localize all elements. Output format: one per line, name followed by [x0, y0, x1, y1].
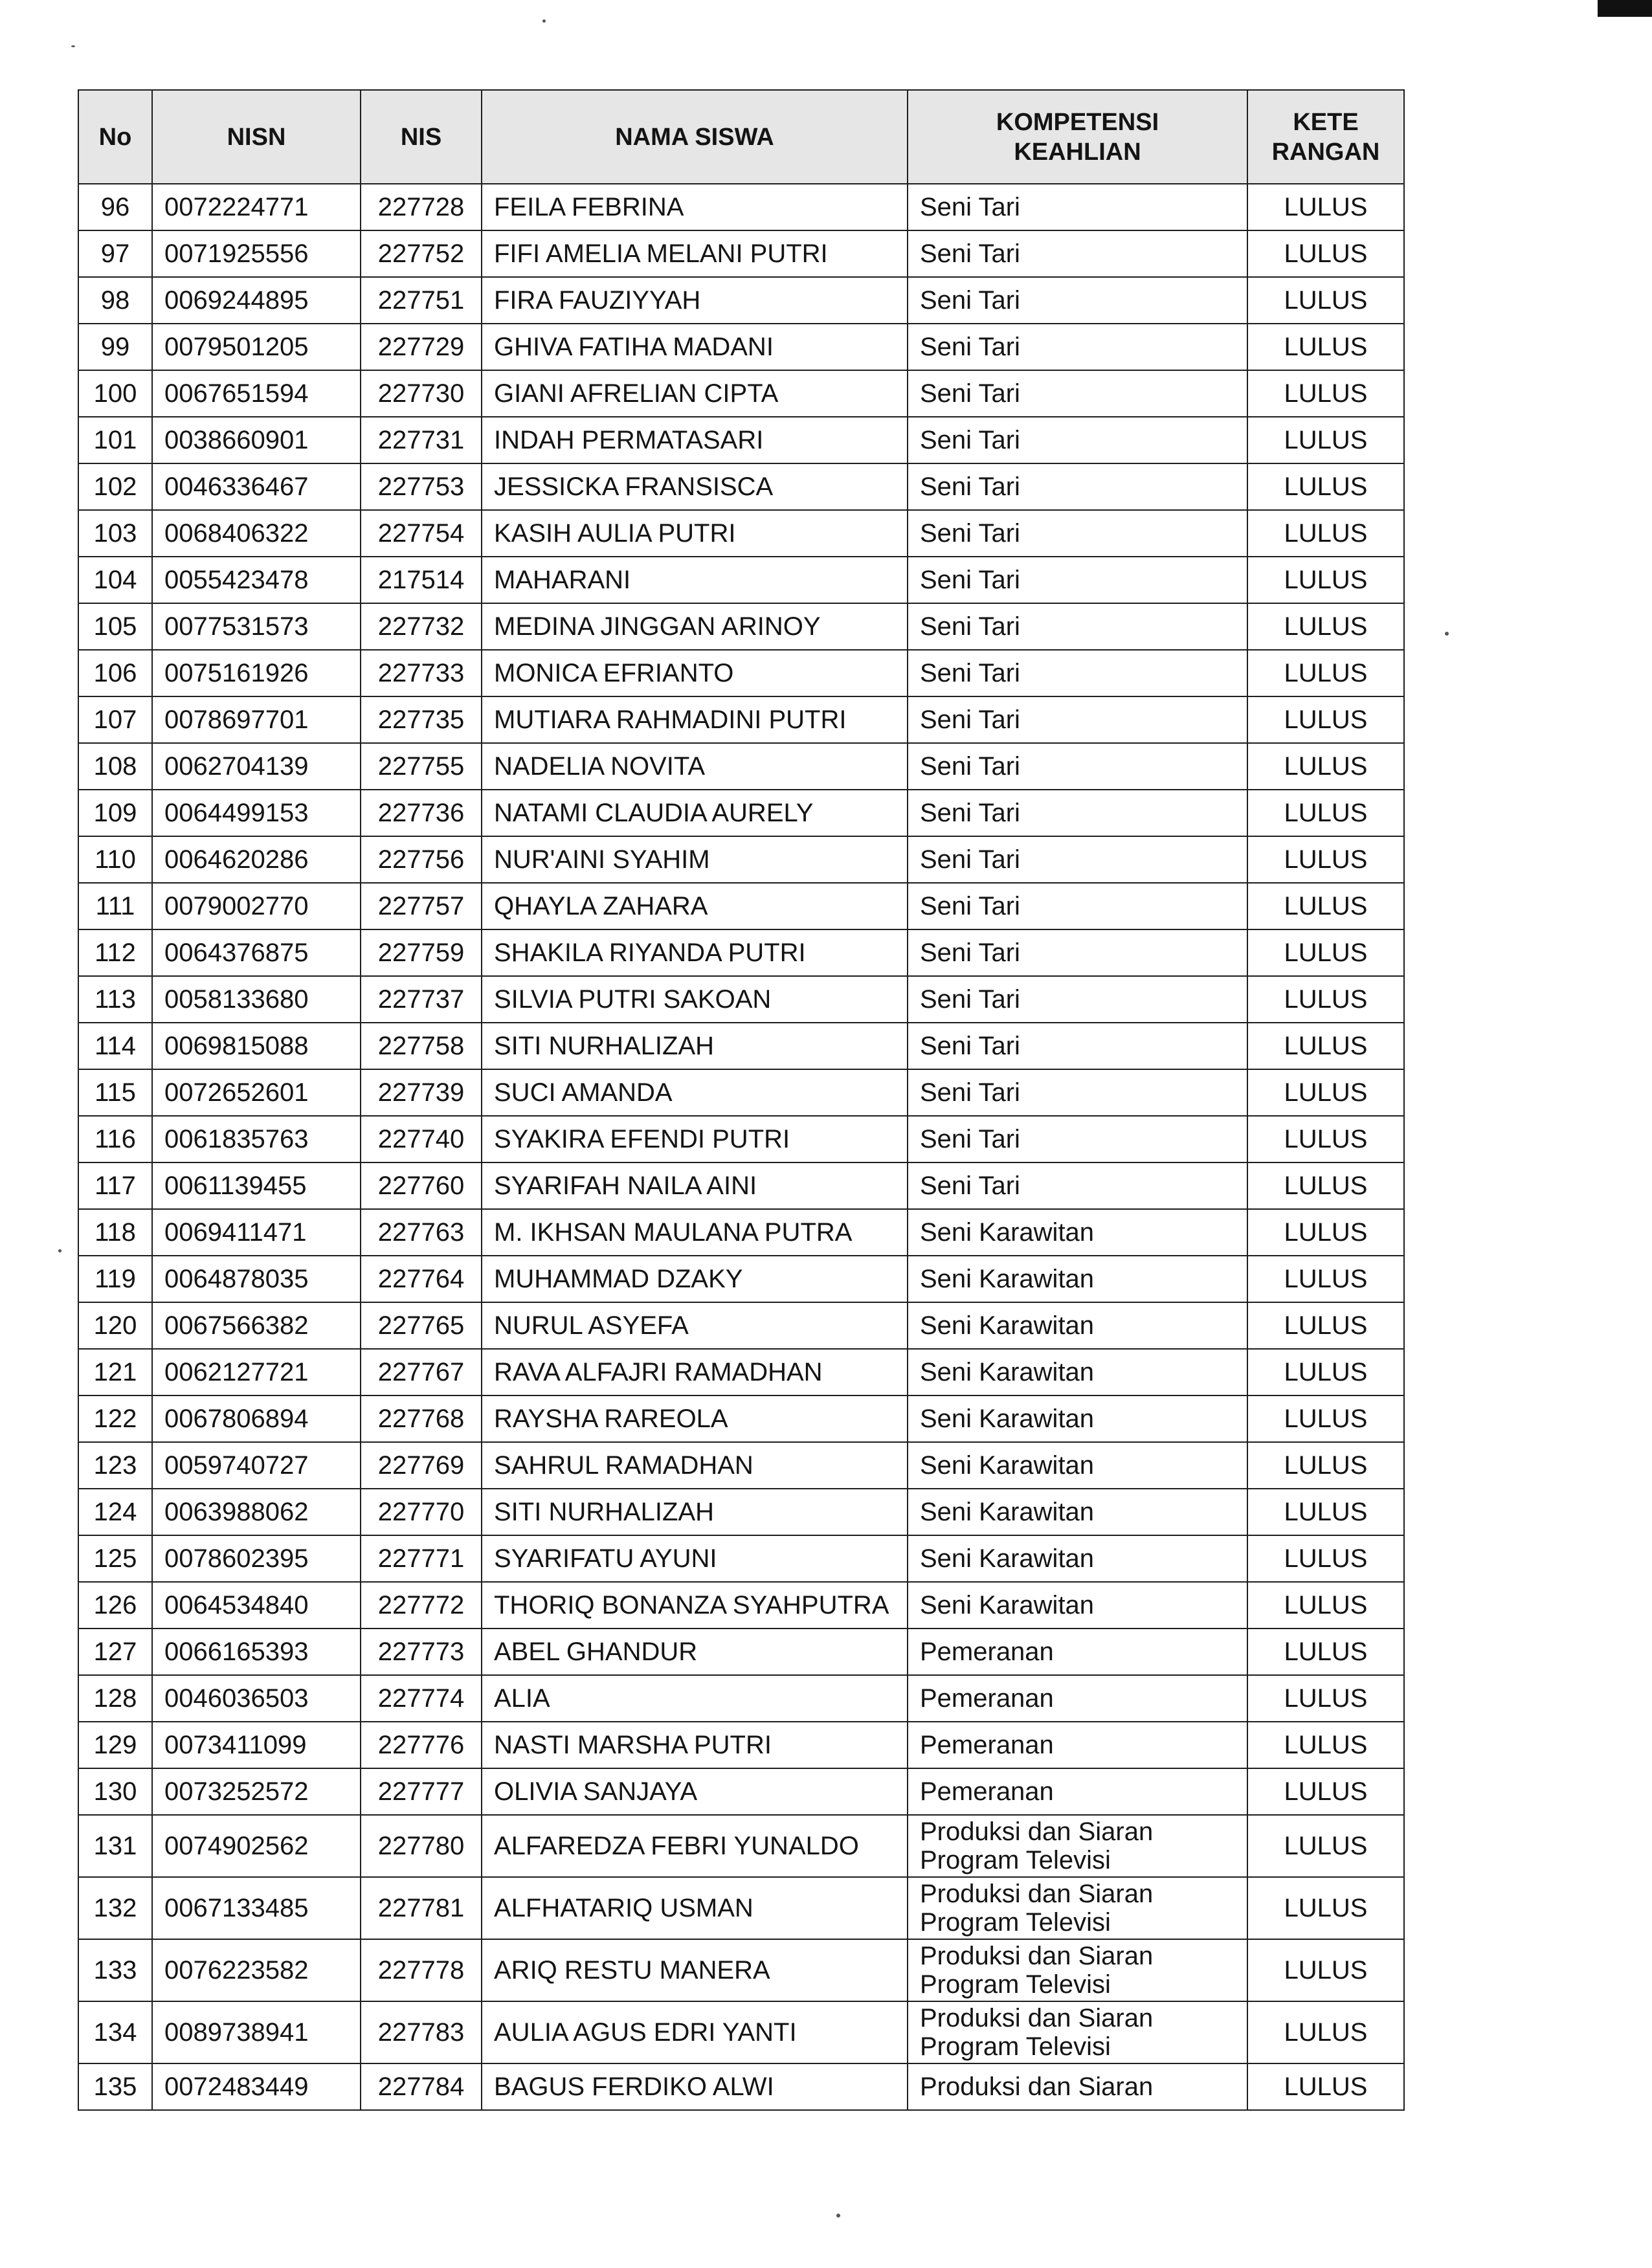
cell-keterangan: LULUS — [1247, 1442, 1404, 1489]
table-row — [78, 696, 1404, 743]
cell-nama-siswa: NUR'AINI SYAHIM — [482, 836, 908, 883]
cell-nis: 227760 — [361, 1162, 482, 1209]
cell-kompetensi: Seni Tari — [908, 1069, 1247, 1116]
cell-nisn: 0079002770 — [152, 883, 361, 929]
table-row — [78, 1069, 1404, 1116]
cell-nama-siswa: NASTI MARSHA PUTRI — [482, 1722, 908, 1768]
cell-nis: 227755 — [361, 743, 482, 790]
cell-nama-siswa: INDAH PERMATASARI — [482, 417, 908, 463]
header-nis: NIS — [361, 90, 482, 184]
table-row — [78, 1302, 1404, 1349]
cell-no: 104 — [78, 557, 152, 603]
cell-nisn: 0078697701 — [152, 696, 361, 743]
table-row — [78, 1395, 1404, 1442]
cell-nisn: 0077531573 — [152, 603, 361, 650]
cell-nis: 227776 — [361, 1722, 482, 1768]
table-row — [78, 929, 1404, 976]
cell-kompetensi: Produksi dan Siaran — [908, 2063, 1247, 2110]
cell-nis: 227765 — [361, 1302, 482, 1349]
cell-nama-siswa: SILVIA PUTRI SAKOAN — [482, 976, 908, 1023]
cell-nis: 227783 — [361, 2001, 482, 2063]
cell-nisn: 0038660901 — [152, 417, 361, 463]
cell-nis: 227751 — [361, 277, 482, 324]
cell-kompetensi: Produksi dan Siaran Program Televisi — [908, 2001, 1247, 2063]
cell-no: 132 — [78, 1877, 152, 1939]
cell-nama-siswa: MUTIARA RAHMADINI PUTRI — [482, 696, 908, 743]
cell-nama-siswa: NADELIA NOVITA — [482, 743, 908, 790]
cell-kompetensi: Seni Tari — [908, 463, 1247, 510]
cell-nis: 227729 — [361, 324, 482, 370]
cell-keterangan: LULUS — [1247, 1023, 1404, 1069]
table-row — [78, 1442, 1404, 1489]
cell-nisn: 0076223582 — [152, 1939, 361, 2001]
cell-nisn: 0061139455 — [152, 1162, 361, 1209]
cell-nis: 227733 — [361, 650, 482, 696]
cell-no: 97 — [78, 230, 152, 277]
cell-kompetensi: Seni Karawitan — [908, 1442, 1247, 1489]
cell-nisn: 0089738941 — [152, 2001, 361, 2063]
cell-nisn: 0063988062 — [152, 1489, 361, 1535]
table-row — [78, 1722, 1404, 1768]
cell-nama-siswa: SYAKIRA EFENDI PUTRI — [482, 1116, 908, 1162]
table-row — [78, 417, 1404, 463]
cell-keterangan: LULUS — [1247, 1209, 1404, 1256]
table-row — [78, 1939, 1404, 2001]
cell-kompetensi: Seni Tari — [908, 696, 1247, 743]
cell-no: 109 — [78, 790, 152, 836]
table-row — [78, 1582, 1404, 1629]
cell-keterangan: LULUS — [1247, 510, 1404, 557]
cell-nis: 227753 — [361, 463, 482, 510]
cell-nama-siswa: ALIA — [482, 1675, 908, 1722]
cell-keterangan: LULUS — [1247, 1489, 1404, 1535]
cell-nisn: 0062127721 — [152, 1349, 361, 1395]
cell-kompetensi: Pemeranan — [908, 1675, 1247, 1722]
cell-kompetensi: Produksi dan Siaran Program Televisi — [908, 1815, 1247, 1877]
cell-kompetensi: Seni Karawitan — [908, 1256, 1247, 1302]
cell-nis: 227739 — [361, 1069, 482, 1116]
cell-no: 128 — [78, 1675, 152, 1722]
cell-no: 96 — [78, 184, 152, 230]
cell-keterangan: LULUS — [1247, 1815, 1404, 1877]
cell-nis: 227752 — [361, 230, 482, 277]
cell-keterangan: LULUS — [1247, 2063, 1404, 2110]
cell-nisn: 0058133680 — [152, 976, 361, 1023]
cell-nama-siswa: ALFAREDZA FEBRI YUNALDO — [482, 1815, 908, 1877]
cell-nis: 227774 — [361, 1675, 482, 1722]
table-row — [78, 1675, 1404, 1722]
table-row — [78, 1768, 1404, 1815]
cell-nisn: 0046036503 — [152, 1675, 361, 1722]
cell-nama-siswa: MONICA EFRIANTO — [482, 650, 908, 696]
table-row — [78, 790, 1404, 836]
cell-keterangan: LULUS — [1247, 743, 1404, 790]
cell-nisn: 0073411099 — [152, 1722, 361, 1768]
scan-corner-mark — [1598, 0, 1652, 17]
cell-nisn: 0067651594 — [152, 370, 361, 417]
cell-nis: 227728 — [361, 184, 482, 230]
cell-nama-siswa: RAYSHA RAREOLA — [482, 1395, 908, 1442]
cell-nama-siswa: ARIQ RESTU MANERA — [482, 1939, 908, 2001]
cell-nisn: 0067566382 — [152, 1302, 361, 1349]
cell-keterangan: LULUS — [1247, 1675, 1404, 1722]
cell-nisn: 0075161926 — [152, 650, 361, 696]
cell-nama-siswa: MAHARANI — [482, 557, 908, 603]
cell-no: 105 — [78, 603, 152, 650]
cell-keterangan: LULUS — [1247, 603, 1404, 650]
cell-nis: 227772 — [361, 1582, 482, 1629]
cell-nama-siswa: QHAYLA ZAHARA — [482, 883, 908, 929]
cell-kompetensi: Seni Tari — [908, 603, 1247, 650]
table-row — [78, 650, 1404, 696]
cell-nisn: 0069411471 — [152, 1209, 361, 1256]
cell-nis: 227768 — [361, 1395, 482, 1442]
cell-nis: 227740 — [361, 1116, 482, 1162]
table-row — [78, 1349, 1404, 1395]
cell-no: 115 — [78, 1069, 152, 1116]
cell-nis: 227730 — [361, 370, 482, 417]
cell-no: 120 — [78, 1302, 152, 1349]
cell-no: 127 — [78, 1629, 152, 1675]
cell-kompetensi: Seni Tari — [908, 184, 1247, 230]
scan-speck — [1445, 632, 1449, 636]
table-row — [78, 1116, 1404, 1162]
cell-nisn: 0071925556 — [152, 230, 361, 277]
table-row — [78, 324, 1404, 370]
cell-nisn: 0046336467 — [152, 463, 361, 510]
cell-nama-siswa: GHIVA FATIHA MADANI — [482, 324, 908, 370]
cell-keterangan: LULUS — [1247, 370, 1404, 417]
cell-no: 110 — [78, 836, 152, 883]
cell-no: 125 — [78, 1535, 152, 1582]
cell-nis: 227758 — [361, 1023, 482, 1069]
cell-no: 117 — [78, 1162, 152, 1209]
cell-kompetensi: Seni Karawitan — [908, 1582, 1247, 1629]
table-row — [78, 1209, 1404, 1256]
cell-kompetensi: Seni Tari — [908, 324, 1247, 370]
scan-speck — [58, 1249, 61, 1252]
cell-no: 134 — [78, 2001, 152, 2063]
student-graduation-table — [78, 89, 1405, 2111]
cell-keterangan: LULUS — [1247, 1162, 1404, 1209]
cell-no: 123 — [78, 1442, 152, 1489]
cell-nisn: 0067133485 — [152, 1877, 361, 1939]
header-kompetensi-keahlian: KOMPETENSI KEAHLIAN — [908, 90, 1247, 184]
cell-kompetensi: Seni Tari — [908, 650, 1247, 696]
cell-nis: 227769 — [361, 1442, 482, 1489]
cell-kompetensi: Seni Tari — [908, 1162, 1247, 1209]
table-row — [78, 510, 1404, 557]
cell-keterangan: LULUS — [1247, 1349, 1404, 1395]
cell-nis: 227784 — [361, 2063, 482, 2110]
cell-nisn: 0078602395 — [152, 1535, 361, 1582]
cell-no: 119 — [78, 1256, 152, 1302]
cell-no: 100 — [78, 370, 152, 417]
cell-kompetensi: Seni Tari — [908, 370, 1247, 417]
table-row — [78, 184, 1404, 230]
cell-nis: 227771 — [361, 1535, 482, 1582]
cell-kompetensi: Pemeranan — [908, 1768, 1247, 1815]
table-row — [78, 2001, 1404, 2063]
table-row — [78, 557, 1404, 603]
cell-nis: 227732 — [361, 603, 482, 650]
cell-nis: 227736 — [361, 790, 482, 836]
cell-no: 101 — [78, 417, 152, 463]
cell-nama-siswa: M. IKHSAN MAULANA PUTRA — [482, 1209, 908, 1256]
cell-nis: 227759 — [361, 929, 482, 976]
table-row — [78, 1023, 1404, 1069]
cell-nisn: 0064534840 — [152, 1582, 361, 1629]
table-row — [78, 1162, 1404, 1209]
cell-no: 111 — [78, 883, 152, 929]
cell-nama-siswa: FIFI AMELIA MELANI PUTRI — [482, 230, 908, 277]
cell-nama-siswa: FIRA FAUZIYYAH — [482, 277, 908, 324]
cell-nisn: 0061835763 — [152, 1116, 361, 1162]
cell-no: 122 — [78, 1395, 152, 1442]
cell-keterangan: LULUS — [1247, 1722, 1404, 1768]
cell-nisn: 0059740727 — [152, 1442, 361, 1489]
scan-speck — [71, 45, 75, 47]
cell-kompetensi: Seni Karawitan — [908, 1535, 1247, 1582]
cell-no: 124 — [78, 1489, 152, 1535]
cell-nama-siswa: SYARIFAH NAILA AINI — [482, 1162, 908, 1209]
cell-kompetensi: Seni Tari — [908, 929, 1247, 976]
cell-kompetensi: Seni Tari — [908, 510, 1247, 557]
cell-nis: 227767 — [361, 1349, 482, 1395]
cell-nis: 217514 — [361, 557, 482, 603]
cell-keterangan: LULUS — [1247, 1768, 1404, 1815]
cell-keterangan: LULUS — [1247, 1582, 1404, 1629]
table-row — [78, 1877, 1404, 1939]
cell-keterangan: LULUS — [1247, 277, 1404, 324]
cell-keterangan: LULUS — [1247, 463, 1404, 510]
cell-keterangan: LULUS — [1247, 929, 1404, 976]
cell-keterangan: LULUS — [1247, 696, 1404, 743]
cell-keterangan: LULUS — [1247, 790, 1404, 836]
cell-no: 121 — [78, 1349, 152, 1395]
cell-nis: 227763 — [361, 1209, 482, 1256]
table-row — [78, 2063, 1404, 2110]
cell-nis: 227757 — [361, 883, 482, 929]
cell-keterangan: LULUS — [1247, 1629, 1404, 1675]
cell-nama-siswa: BAGUS FERDIKO ALWI — [482, 2063, 908, 2110]
cell-nis: 227780 — [361, 1815, 482, 1877]
cell-nis: 227731 — [361, 417, 482, 463]
cell-kompetensi: Seni Tari — [908, 230, 1247, 277]
cell-nisn: 0073252572 — [152, 1768, 361, 1815]
table-body — [78, 184, 1404, 2110]
cell-no: 106 — [78, 650, 152, 696]
table-row — [78, 1256, 1404, 1302]
cell-no: 103 — [78, 510, 152, 557]
cell-nama-siswa: NATAMI CLAUDIA AURELY — [482, 790, 908, 836]
cell-kompetensi: Seni Tari — [908, 1023, 1247, 1069]
cell-nisn: 0068406322 — [152, 510, 361, 557]
table-row — [78, 1815, 1404, 1877]
table-row — [78, 883, 1404, 929]
cell-nama-siswa: AULIA AGUS EDRI YANTI — [482, 2001, 908, 2063]
cell-keterangan: LULUS — [1247, 1535, 1404, 1582]
cell-keterangan: LULUS — [1247, 883, 1404, 929]
cell-kompetensi: Seni Tari — [908, 743, 1247, 790]
cell-kompetensi: Seni Tari — [908, 790, 1247, 836]
cell-nisn: 0072483449 — [152, 2063, 361, 2110]
cell-nisn: 0062704139 — [152, 743, 361, 790]
cell-kompetensi: Produksi dan Siaran Program Televisi — [908, 1877, 1247, 1939]
table-row — [78, 1629, 1404, 1675]
cell-nama-siswa: RAVA ALFAJRI RAMADHAN — [482, 1349, 908, 1395]
cell-kompetensi: Seni Karawitan — [908, 1489, 1247, 1535]
cell-keterangan: LULUS — [1247, 557, 1404, 603]
cell-nama-siswa: FEILA FEBRINA — [482, 184, 908, 230]
cell-nisn: 0064499153 — [152, 790, 361, 836]
cell-keterangan: LULUS — [1247, 184, 1404, 230]
cell-nama-siswa: NURUL ASYEFA — [482, 1302, 908, 1349]
cell-nama-siswa: SITI NURHALIZAH — [482, 1489, 908, 1535]
cell-keterangan: LULUS — [1247, 1069, 1404, 1116]
cell-nama-siswa: MUHAMMAD DZAKY — [482, 1256, 908, 1302]
cell-nis: 227754 — [361, 510, 482, 557]
cell-nis: 227737 — [361, 976, 482, 1023]
cell-keterangan: LULUS — [1247, 2001, 1404, 2063]
table-row — [78, 370, 1404, 417]
cell-kompetensi: Seni Karawitan — [908, 1209, 1247, 1256]
cell-kompetensi: Produksi dan Siaran Program Televisi — [908, 1939, 1247, 2001]
cell-keterangan: LULUS — [1247, 650, 1404, 696]
cell-nisn: 0069244895 — [152, 277, 361, 324]
cell-nis: 227756 — [361, 836, 482, 883]
cell-nisn: 0064376875 — [152, 929, 361, 976]
cell-nis: 227764 — [361, 1256, 482, 1302]
cell-keterangan: LULUS — [1247, 230, 1404, 277]
cell-nama-siswa: SAHRUL RAMADHAN — [482, 1442, 908, 1489]
scan-speck — [836, 2214, 840, 2218]
cell-nisn: 0066165393 — [152, 1629, 361, 1675]
table-row — [78, 836, 1404, 883]
cell-no: 131 — [78, 1815, 152, 1877]
cell-nisn: 0055423478 — [152, 557, 361, 603]
cell-nama-siswa: GIANI AFRELIAN CIPTA — [482, 370, 908, 417]
cell-nama-siswa: SYARIFATU AYUNI — [482, 1535, 908, 1582]
cell-nama-siswa: ABEL GHANDUR — [482, 1629, 908, 1675]
cell-nisn: 0064620286 — [152, 836, 361, 883]
cell-kompetensi: Seni Karawitan — [908, 1395, 1247, 1442]
table-row — [78, 743, 1404, 790]
table-row — [78, 463, 1404, 510]
cell-kompetensi: Pemeranan — [908, 1629, 1247, 1675]
cell-kompetensi: Seni Tari — [908, 557, 1247, 603]
table-row — [78, 603, 1404, 650]
cell-keterangan: LULUS — [1247, 324, 1404, 370]
cell-no: 102 — [78, 463, 152, 510]
table-row — [78, 1489, 1404, 1535]
table-row — [78, 1535, 1404, 1582]
header-keterangan: KETE RANGAN — [1247, 90, 1404, 184]
cell-nis: 227735 — [361, 696, 482, 743]
cell-no: 133 — [78, 1939, 152, 2001]
cell-no: 114 — [78, 1023, 152, 1069]
cell-nama-siswa: SITI NURHALIZAH — [482, 1023, 908, 1069]
cell-kompetensi: Seni Karawitan — [908, 1349, 1247, 1395]
cell-nis: 227770 — [361, 1489, 482, 1535]
table-row — [78, 230, 1404, 277]
cell-kompetensi: Seni Tari — [908, 976, 1247, 1023]
cell-nis: 227773 — [361, 1629, 482, 1675]
cell-no: 129 — [78, 1722, 152, 1768]
cell-keterangan: LULUS — [1247, 976, 1404, 1023]
cell-nisn: 0079501205 — [152, 324, 361, 370]
cell-no: 130 — [78, 1768, 152, 1815]
cell-keterangan: LULUS — [1247, 1939, 1404, 2001]
cell-no: 135 — [78, 2063, 152, 2110]
cell-no: 116 — [78, 1116, 152, 1162]
cell-no: 118 — [78, 1209, 152, 1256]
header-no: No — [78, 90, 152, 184]
cell-no: 112 — [78, 929, 152, 976]
cell-no: 98 — [78, 277, 152, 324]
cell-kompetensi: Seni Tari — [908, 836, 1247, 883]
cell-kompetensi: Seni Tari — [908, 1116, 1247, 1162]
cell-nama-siswa: MEDINA JINGGAN ARINOY — [482, 603, 908, 650]
cell-nisn: 0064878035 — [152, 1256, 361, 1302]
cell-keterangan: LULUS — [1247, 1877, 1404, 1939]
table-row — [78, 277, 1404, 324]
cell-keterangan: LULUS — [1247, 417, 1404, 463]
cell-keterangan: LULUS — [1247, 1116, 1404, 1162]
cell-nis: 227778 — [361, 1939, 482, 2001]
cell-nis: 227777 — [361, 1768, 482, 1815]
cell-no: 99 — [78, 324, 152, 370]
cell-nama-siswa: JESSICKA FRANSISCA — [482, 463, 908, 510]
cell-keterangan: LULUS — [1247, 1395, 1404, 1442]
cell-keterangan: LULUS — [1247, 836, 1404, 883]
cell-kompetensi: Seni Karawitan — [908, 1302, 1247, 1349]
header-nama-siswa: NAMA SISWA — [482, 90, 908, 184]
cell-nama-siswa: ALFHATARIQ USMAN — [482, 1877, 908, 1939]
cell-no: 107 — [78, 696, 152, 743]
cell-nisn: 0067806894 — [152, 1395, 361, 1442]
cell-kompetensi: Pemeranan — [908, 1722, 1247, 1768]
header-nisn: NISN — [152, 90, 361, 184]
cell-kompetensi: Seni Tari — [908, 883, 1247, 929]
cell-nama-siswa: KASIH AULIA PUTRI — [482, 510, 908, 557]
cell-nis: 227781 — [361, 1877, 482, 1939]
table-header-row — [78, 90, 1404, 184]
cell-nama-siswa: THORIQ BONANZA SYAHPUTRA — [482, 1582, 908, 1629]
cell-kompetensi: Seni Tari — [908, 277, 1247, 324]
cell-nisn: 0069815088 — [152, 1023, 361, 1069]
cell-nisn: 0072652601 — [152, 1069, 361, 1116]
cell-nama-siswa: SUCI AMANDA — [482, 1069, 908, 1116]
cell-nama-siswa: OLIVIA SANJAYA — [482, 1768, 908, 1815]
cell-no: 113 — [78, 976, 152, 1023]
scan-speck — [542, 19, 546, 23]
cell-kompetensi: Seni Tari — [908, 417, 1247, 463]
cell-nisn: 0074902562 — [152, 1815, 361, 1877]
cell-keterangan: LULUS — [1247, 1302, 1404, 1349]
cell-nama-siswa: SHAKILA RIYANDA PUTRI — [482, 929, 908, 976]
cell-keterangan: LULUS — [1247, 1256, 1404, 1302]
cell-no: 108 — [78, 743, 152, 790]
cell-no: 126 — [78, 1582, 152, 1629]
cell-nisn: 0072224771 — [152, 184, 361, 230]
table-row — [78, 976, 1404, 1023]
